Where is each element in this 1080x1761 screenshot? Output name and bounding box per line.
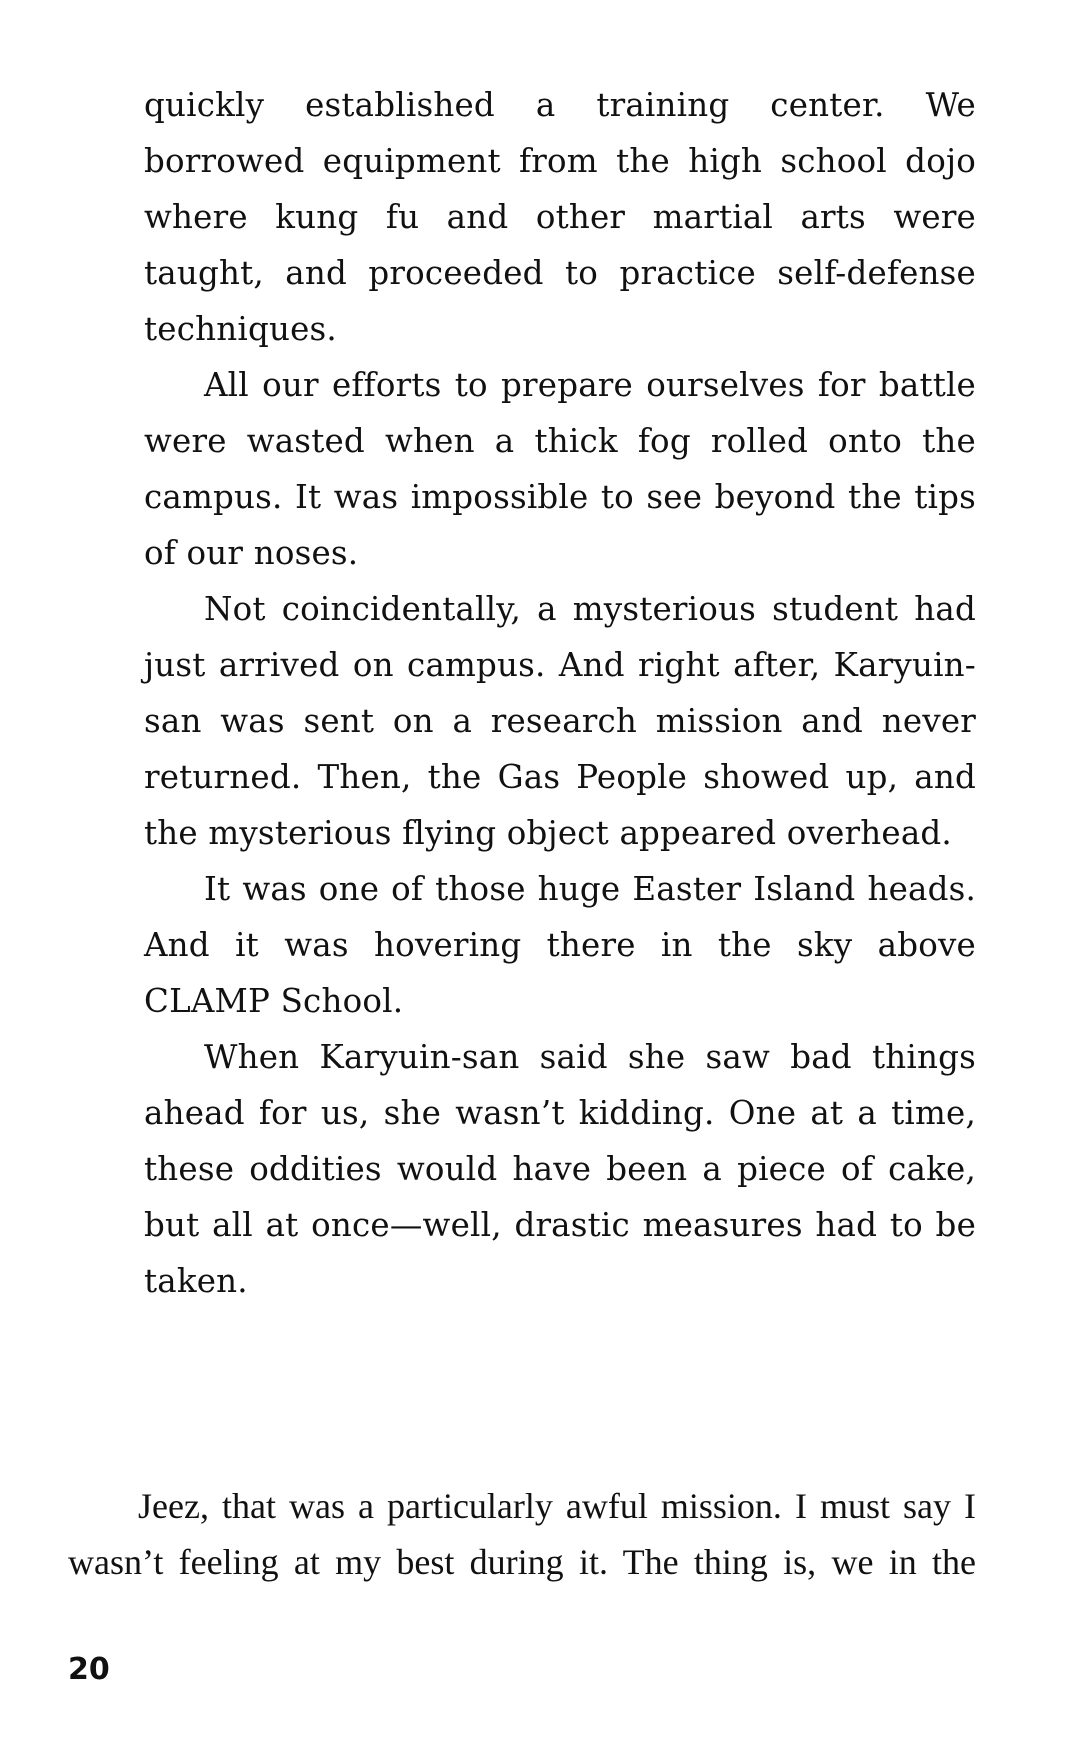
paragraph: All our efforts to prepare ourselves for battle were wasted when a thick fog rolled onto the campus. It was impossible to see beyond the tips of our noses.: [144, 366, 976, 572]
paragraph: Not coincidentally, a mysterious student had just arrived on campus. And right after, Karyuin-san was sent on a research mission and never returned. Then, the Gas People showed up, and the mysterious flying object appeared overhead.: [144, 590, 976, 852]
paragraph: When Karyuin-san said she saw bad things ahead for us, she wasn’t kidding. One at a time, these oddities would have been a piece of cake, but all at once—well, drastic measures had to be taken.: [144, 1038, 976, 1300]
paragraph: Jeez, that was a particularly awful mission. I must say I wasn’t feeling at my best during it. The thing is, we in the: [68, 1486, 976, 1582]
narrative-section: [144, 77, 976, 1309]
second-narrator-section: [68, 1478, 976, 1590]
paragraph: It was one of those huge Easter Island heads. And it was hovering there in the sky above CLAMP School.: [144, 870, 976, 1020]
page-number: 20: [68, 1652, 110, 1687]
paragraph: quickly established a training center. We borrowed equipment from the high school dojo where kung fu and other martial arts were taught, and proceeded to practice self-defense techniques.: [144, 86, 976, 348]
